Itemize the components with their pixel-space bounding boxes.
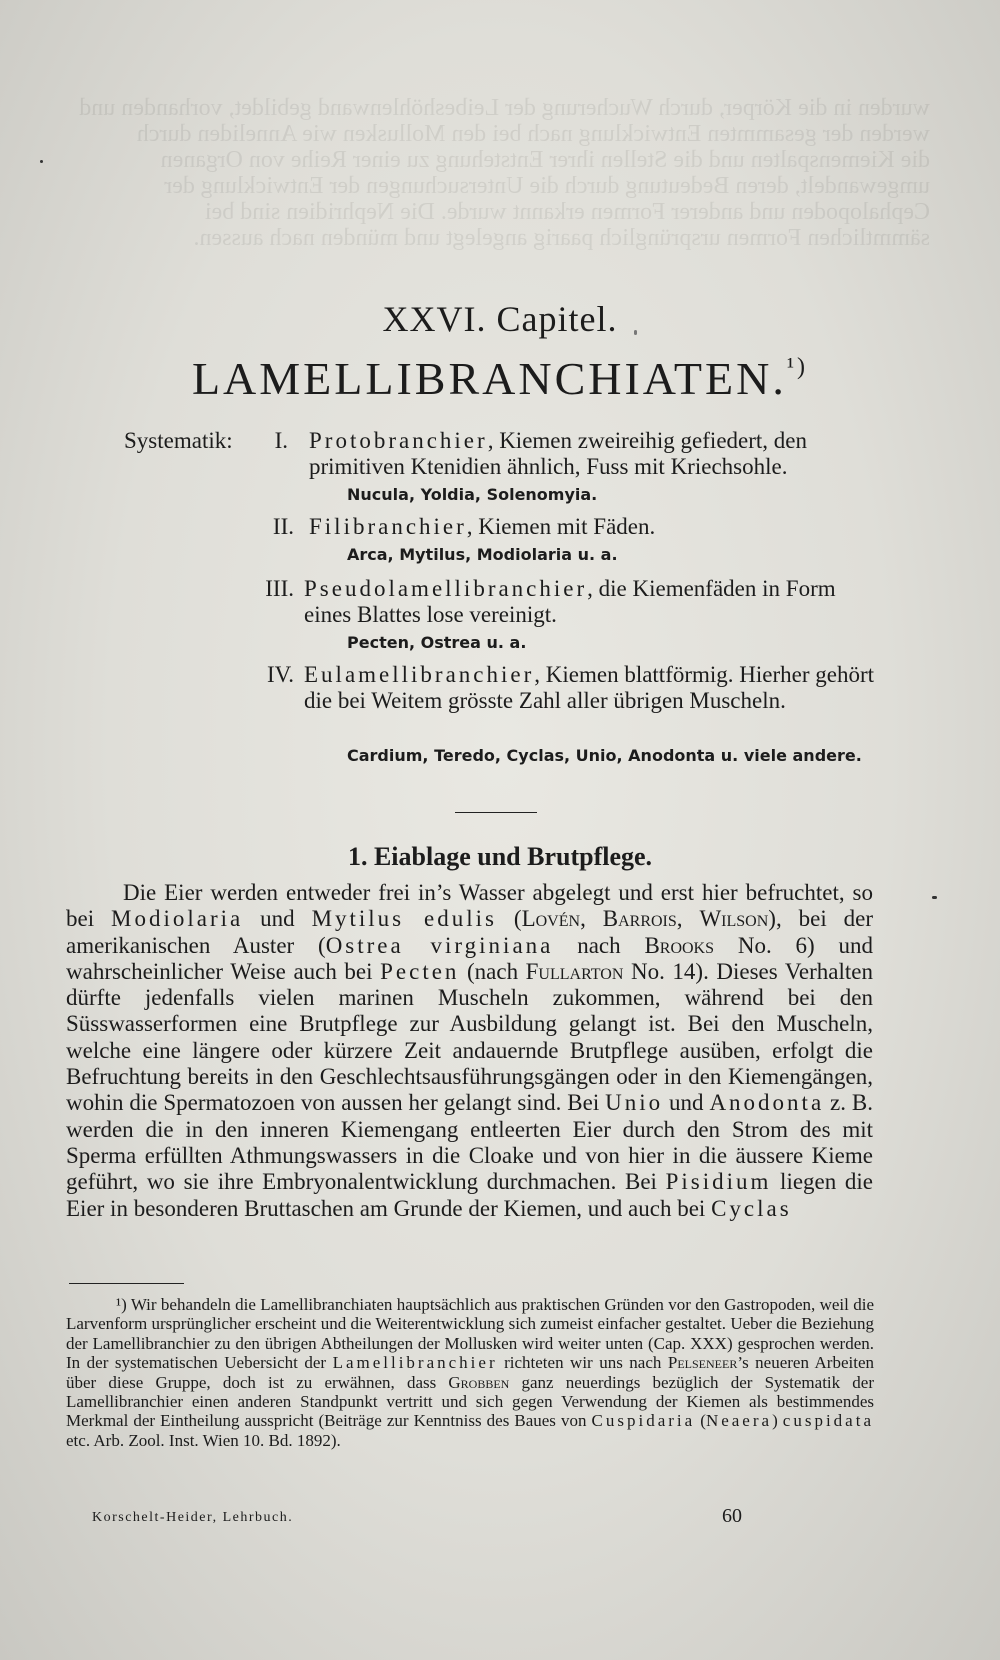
title-footnote-mark: ¹): [786, 354, 809, 380]
taxon-name: cuspidata: [782, 1411, 874, 1431]
bleed-through-text: wurden in die Körper, durch Wucherung der Leibeshöhlenwand gebildet, vorhanden und werden der gesammten Entwicklung nach bei den Mollusken wie Anneliden durch die Kiemenspalten und die Stellen ihrer Entstehung zu einer Reihe von Organen umgewandelt, deren Bedeutung durch die Untersuchungen der Entwicklung der Cephalopoden und anderer Formen erkannt wurde. Die Nephridien sind bei sämmtlichen Formen ursprünglich paarig angelegt und münden nach aussen.: [79, 95, 930, 251]
text-run: und: [243, 906, 312, 932]
entry-number: IV.: [266, 662, 294, 687]
author-name: Fullarton: [525, 958, 624, 984]
entry-description: , Kiemen zweireihig gefiedert, den primitiven Ktenidien ähnlich, Fuss mit Kriechsohle.: [309, 428, 807, 479]
entry-group: Eulamellibranchier: [304, 662, 535, 687]
entry-description: , die Kiemenfäden in Form eines Blattes lose vereinigt.: [304, 576, 836, 627]
footnote-mark: ¹): [116, 1295, 127, 1314]
entry-number: II.: [272, 514, 294, 539]
text-run: ,: [580, 906, 603, 932]
author-name: Brooks: [644, 932, 715, 958]
text-run: ): [772, 1411, 783, 1431]
text-run: nach: [553, 932, 645, 958]
paper-speck: [932, 896, 937, 899]
text-run: ganz neuerdings bezüglich der Systematik der Lamellibranchier einen anderen Standpunkt vertritt und sich gegen Verwendung der Kiemen als bestimmendes Merkmal der Eintheilung ausspricht (Beiträge zur Kenntniss des Baues von: [66, 1372, 874, 1431]
entry-group: Protobranchier: [309, 428, 488, 453]
paper-speck: [40, 160, 43, 163]
text-run: (: [497, 906, 522, 932]
chapter-title: [0, 352, 1000, 405]
entry-number: I.: [274, 428, 288, 453]
text-run: etc. Arb. Zool. Inst. Wien 10. Bd. 1892).: [66, 1430, 341, 1450]
entry-text: [304, 576, 879, 628]
body-text: [66, 880, 873, 1222]
systematik-label: Systematik:: [124, 428, 233, 453]
taxon-name: Cuspidaria: [591, 1411, 696, 1431]
taxon-name: Unio: [605, 1090, 664, 1116]
entry-text: [304, 662, 879, 714]
text-run: No. 14). Dieses Verhalten dürfte jedenfalls vielen marinen Muscheln zukommen, während bei den Süsswasserformen eine Brutpflege zur Ausbildung gelangt ist. Bei den Muscheln, welche eine längere oder kürzere Zeit andauernde Brutpflege ausüben, erfolgt die Befruchtung bereits in den Geschlechtsausführungsgängen oder in den Kiemengängen, wohin die Spermatozoen von aussen her gelangt sind. Bei: [66, 958, 873, 1116]
author-name: Pelseneer: [667, 1353, 738, 1373]
entry-description: , Kiemen blattförmig. Hierher gehört die bei Weitem grösste Zahl aller übrigen Muscheln.: [304, 662, 875, 713]
author-name: Wilson: [699, 906, 769, 932]
taxon-name: Neaera: [705, 1411, 773, 1431]
entry-examples: Nucula, Yoldia, Solenomyia.: [347, 485, 598, 504]
taxon-name: Modiolaria: [111, 906, 244, 932]
paper-speck: [634, 330, 637, 335]
entry-group: Filibranchier: [309, 514, 467, 539]
title-text: LAMELLIBRANCHIATEN.: [191, 353, 787, 404]
entry-text: [309, 514, 879, 540]
taxon-name: Ostrea virginiana: [325, 932, 554, 958]
taxon-name: Cyclas: [711, 1195, 792, 1221]
footnote: [66, 1295, 874, 1450]
section-heading: 1. Eiablage und Brutpflege.: [347, 842, 653, 871]
entry-number: III.: [265, 576, 294, 601]
text-run: Die Eier werden entweder frei in’s Wasser abgelegt und erst hier befruchtet, so bei: [66, 880, 873, 932]
text-run: richteten wir uns nach: [497, 1353, 668, 1373]
footer-signature: Korschelt-Heider, Lehrbuch.: [92, 1510, 294, 1525]
entry-description: , Kiemen mit Fäden.: [466, 514, 656, 539]
text-run: ,: [676, 906, 700, 932]
text-run: (nach: [459, 958, 526, 984]
text-run: und: [663, 1090, 710, 1116]
section-divider: [455, 812, 537, 813]
footnote-rule: [69, 1283, 184, 1284]
taxon-name: Pisidium: [665, 1169, 772, 1195]
entry-group: Pseudolamellibranchier: [304, 576, 588, 601]
body-paragraph: [66, 880, 873, 1222]
text-run: No. 6) und wahrscheinlicher Weise auch bei: [66, 932, 874, 984]
entry-examples: Cardium, Teredo, Cyclas, Unio, Anodonta u. viele andere.: [347, 746, 862, 765]
text-run: liegen die Eier in besonderen Bruttaschen am Grunde der Kiemen, und auch bei: [66, 1169, 873, 1221]
footnote-paragraph: [66, 1295, 874, 1450]
taxon-name: Lamellibranchier: [332, 1353, 498, 1373]
entry-examples: Arca, Mytilus, Modiolaria u. a.: [347, 545, 618, 564]
author-name: Grobben: [448, 1372, 510, 1392]
chapter-heading: XXVI. Capitel.: [382, 299, 618, 339]
text-run: ), bei der amerikanischen Auster (: [66, 906, 873, 958]
text-run: Wir behandeln die Lamellibranchiaten hauptsächlich aus praktischen Gründen vor den Gastropoden, weil die Larvenform ursprünglicher erscheint und die Weiterentwicklung sich zumeist einfacher gestaltet. Ueber die Beziehung der Lamellibranchier zu den übrigen Abtheilungen der Mollusken wird weiter unten (Cap. XXX) gesprochen werden. In der systematischen Uebersicht der: [66, 1295, 874, 1373]
taxon-name: Mytilus edulis: [311, 906, 497, 932]
text-run: z. B. werden die in den inneren Kiemengang entleerten Eier durch den Strom des mit Sperma erfüllten Athmungswassers in die Cloake und von hier in die äussere Kieme geführt, wo sie ihre Embryonalentwicklung durchmachen. Bei: [66, 1090, 873, 1195]
text-run: (: [695, 1411, 706, 1431]
author-name: Barrois: [602, 906, 677, 932]
page-number: 60: [722, 1505, 742, 1527]
entry-examples: Pecten, Ostrea u. a.: [347, 633, 527, 652]
taxon-name: Pecten: [380, 958, 460, 984]
entry-text: [309, 428, 879, 480]
text-run: ’s neueren Arbeiten über diese Gruppe, doch ist zu erwähnen, dass: [66, 1353, 874, 1392]
taxon-name: Anodonta: [709, 1090, 825, 1116]
author-name: Lovén: [521, 906, 581, 932]
